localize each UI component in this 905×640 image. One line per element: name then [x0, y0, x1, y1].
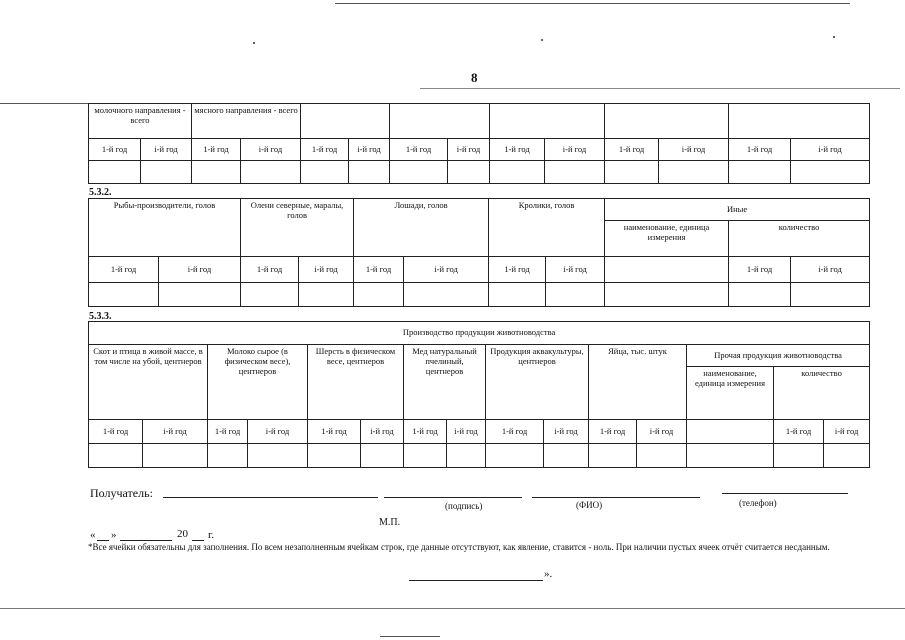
data-cell[interactable]	[824, 444, 870, 468]
data-cell[interactable]	[241, 161, 301, 184]
closing-line[interactable]	[409, 580, 543, 581]
data-cell[interactable]	[546, 283, 605, 307]
scan-line-left	[0, 103, 88, 104]
year-header: 1-й год	[729, 139, 791, 161]
data-cell[interactable]	[354, 283, 404, 307]
header-cell	[729, 104, 870, 139]
date-close: »	[111, 529, 117, 541]
date-year-field[interactable]	[192, 540, 204, 541]
data-cell[interactable]	[774, 444, 824, 468]
header-other: Иные	[605, 199, 870, 221]
data-cell[interactable]	[308, 444, 361, 468]
signature-caption: (подпись)	[445, 501, 483, 511]
header-cell	[490, 104, 605, 139]
data-cell[interactable]	[208, 444, 248, 468]
year-header: 1-й год	[486, 420, 544, 444]
data-cell[interactable]	[404, 283, 489, 307]
year-header: i-й год	[141, 139, 192, 161]
year-header: 1-й год	[729, 257, 791, 283]
data-cell[interactable]	[299, 283, 354, 307]
header-meat: мясного направления - всего	[192, 104, 301, 139]
scan-line-top	[335, 3, 850, 4]
year-header: i-й год	[299, 257, 354, 283]
data-cell[interactable]	[729, 161, 791, 184]
scan-line-right	[420, 88, 900, 89]
year-header: i-й год	[248, 420, 308, 444]
page-number: 8	[471, 70, 478, 85]
header-honey: Мед натуральный пчелиный, центнеров	[404, 345, 486, 420]
header-aqua: Продукция аквакультуры, центнеров	[486, 345, 589, 420]
year-header: i-й год	[241, 139, 301, 161]
data-cell[interactable]	[447, 444, 486, 468]
data-cell[interactable]	[791, 283, 870, 307]
year-header: i-й год	[448, 139, 490, 161]
data-cell[interactable]	[248, 444, 308, 468]
data-cell[interactable]	[687, 444, 774, 468]
data-cell[interactable]	[605, 257, 729, 283]
data-cell[interactable]	[89, 161, 141, 184]
date-day-field[interactable]	[97, 540, 109, 541]
data-cell[interactable]	[89, 444, 143, 468]
year-header: i-й год	[447, 420, 486, 444]
header-eggs: Яйца, тыс. штук	[589, 345, 687, 420]
section-label-533: 5.3.3.	[89, 311, 112, 322]
header-deer: Олени северные, маралы, голов	[241, 199, 354, 257]
header-cell	[605, 104, 729, 139]
header-horses: Лошади, голов	[354, 199, 489, 257]
data-cell[interactable]	[545, 161, 605, 184]
data-cell[interactable]	[448, 161, 490, 184]
phone-caption: (телефон)	[739, 498, 777, 508]
scan-line-foot	[380, 636, 440, 637]
data-cell[interactable]	[241, 283, 299, 307]
livestock-table-continued	[88, 103, 870, 184]
header-milk: Молоко сырое (в физическом весе), центнеров	[208, 345, 308, 420]
data-cell[interactable]	[301, 161, 349, 184]
header-other-name: наименование, единица измерения	[687, 367, 774, 420]
header-production: Производство продукции животноводства	[89, 322, 870, 345]
data-cell[interactable]	[89, 283, 159, 307]
year-header: 1-й год	[489, 257, 546, 283]
year-header: i-й год	[637, 420, 687, 444]
year-header: 1-й год	[89, 420, 143, 444]
data-cell[interactable]	[490, 161, 545, 184]
year-header: 1-й год	[301, 139, 349, 161]
year-header: 1-й год	[390, 139, 448, 161]
year-header: i-й год	[361, 420, 404, 444]
year-header: i-й год	[404, 257, 489, 283]
recipient-label: Получатель:	[90, 486, 153, 500]
scan-dot	[253, 42, 255, 44]
year-header: 1-й год	[89, 139, 141, 161]
livestock-head-table	[88, 198, 870, 307]
data-cell[interactable]	[159, 283, 241, 307]
data-cell[interactable]	[143, 444, 208, 468]
year-header: 1-й год	[241, 257, 299, 283]
data-cell[interactable]	[589, 444, 637, 468]
year-header: 1-й год	[308, 420, 361, 444]
header-wool: Шерсть в физическом весе, центнеров	[308, 345, 404, 420]
year-header: i-й год	[545, 139, 605, 161]
year-header: i-й год	[159, 257, 241, 283]
year-suffix: г.	[208, 529, 215, 541]
year-header: i-й год	[824, 420, 870, 444]
data-cell[interactable]	[687, 420, 774, 444]
header-rabbits: Кролики, голов	[489, 199, 605, 257]
stamp-label: М.П.	[379, 517, 401, 528]
data-cell[interactable]	[544, 444, 589, 468]
data-cell[interactable]	[637, 444, 687, 468]
data-cell[interactable]	[791, 161, 870, 184]
year-prefix: 20	[177, 528, 188, 540]
header-dairy: молочного направления - всего	[89, 104, 192, 139]
signature-line[interactable]	[384, 497, 522, 498]
recipient-line[interactable]	[163, 497, 378, 498]
data-cell[interactable]	[486, 444, 544, 468]
name-line[interactable]	[532, 497, 700, 498]
production-table	[88, 321, 870, 468]
date-month-field[interactable]	[120, 540, 172, 541]
header-other-qty: количество	[774, 367, 870, 420]
year-header: 1-й год	[605, 139, 659, 161]
data-cell[interactable]	[489, 283, 546, 307]
year-header: 1-й год	[589, 420, 637, 444]
year-header: i-й год	[791, 257, 870, 283]
year-header: 1-й год	[490, 139, 545, 161]
header-other-name: наименование, единица измерения	[605, 221, 729, 257]
data-cell[interactable]	[659, 161, 729, 184]
header-fish: Рыбы-производители, голов	[89, 199, 241, 257]
header-cell	[301, 104, 390, 139]
phone-line[interactable]	[722, 493, 848, 494]
year-header: i-й год	[544, 420, 589, 444]
data-cell[interactable]	[390, 161, 448, 184]
year-header: i-й год	[143, 420, 208, 444]
year-header: 1-й год	[89, 257, 159, 283]
year-header: 1-й год	[208, 420, 248, 444]
header-cell	[390, 104, 490, 139]
data-cell[interactable]	[361, 444, 404, 468]
year-header: 1-й год	[404, 420, 447, 444]
year-header: i-й год	[546, 257, 605, 283]
year-header: 1-й год	[192, 139, 241, 161]
date-open: «	[90, 529, 96, 541]
header-cattle: Скот и птица в живой массе, в том числе на убой, центнеров	[89, 345, 208, 420]
data-cell[interactable]	[192, 161, 241, 184]
year-header: i-й год	[659, 139, 729, 161]
scan-line-bottom	[0, 608, 905, 609]
scan-dot	[541, 39, 543, 41]
section-label-532: 5.3.2.	[89, 187, 112, 198]
data-cell[interactable]	[349, 161, 390, 184]
data-cell[interactable]	[605, 161, 659, 184]
header-other: Прочая продукция животноводства	[687, 345, 870, 367]
year-header: 1-й год	[354, 257, 404, 283]
data-cell[interactable]	[605, 283, 729, 307]
year-header: 1-й год	[774, 420, 824, 444]
data-cell[interactable]	[404, 444, 447, 468]
data-cell[interactable]	[141, 161, 192, 184]
scan-dot	[833, 36, 835, 38]
footnote: *Все ячейки обязательны для заполнения. По всем незаполненным ячейкам строк, где данные отсутствуют, как явление, ставится - ноль. При наличии пустых ячеек отчёт считается несданным.	[88, 542, 830, 552]
year-header: i-й год	[791, 139, 870, 161]
name-caption: (ФИО)	[576, 500, 603, 510]
header-other-qty: количество	[729, 221, 870, 257]
closing-mark: ».	[544, 568, 553, 580]
data-cell[interactable]	[729, 283, 791, 307]
year-header: i-й год	[349, 139, 390, 161]
